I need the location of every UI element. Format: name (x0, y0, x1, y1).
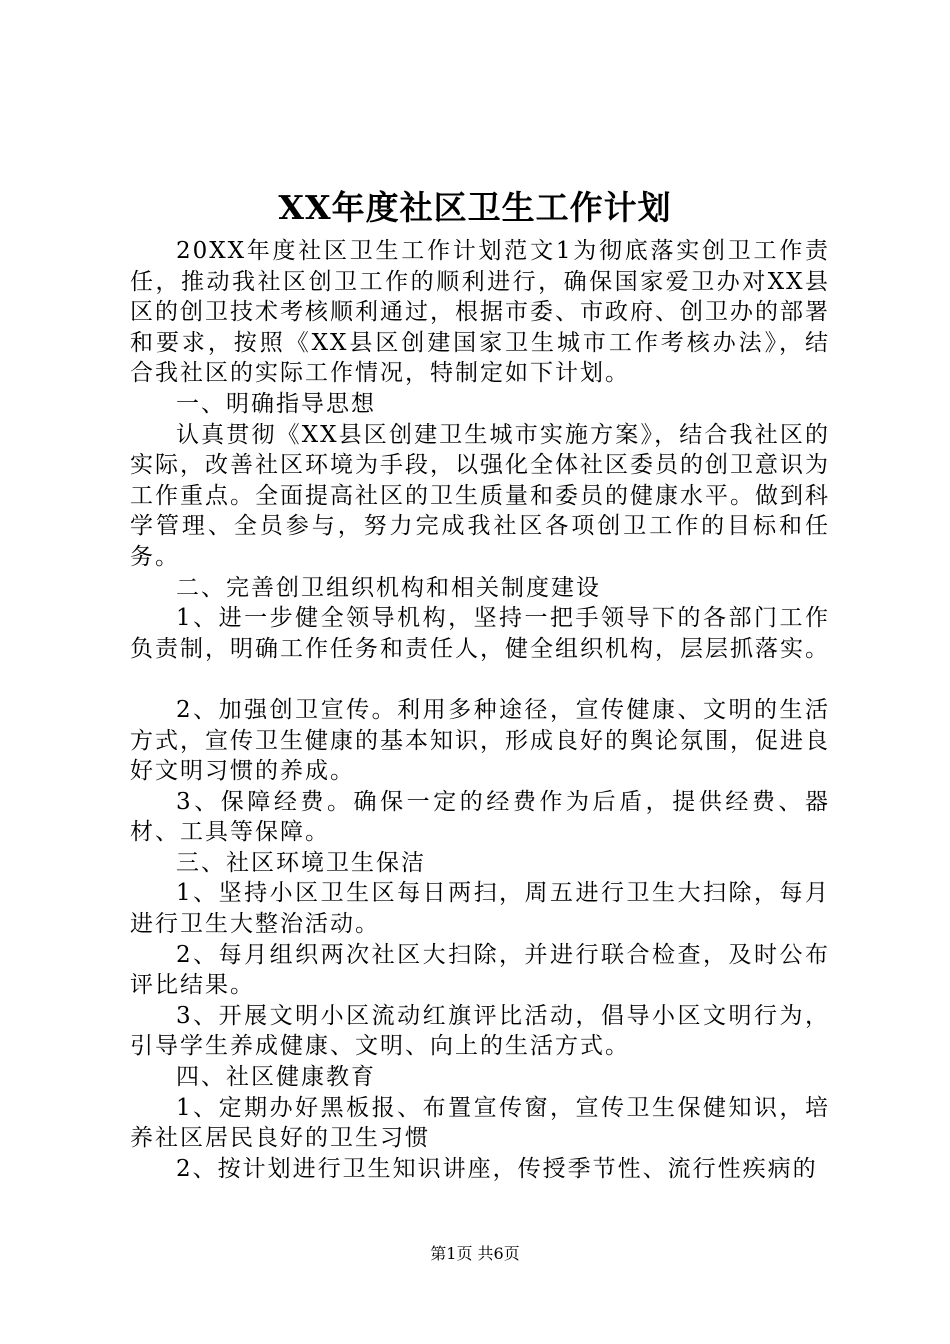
section-heading-3: 三、社区环境卫生保洁 (176, 849, 426, 876)
list-item: 1、定期办好黑板报、布置宣传窗，宣传卫生保健知识，培养社区居民良好的卫生习惯 (130, 1094, 830, 1152)
intro-paragraph: 20XX年度社区卫生工作计划范文1为彻底落实创卫工作责任，推动我社区创卫工作的顺利进行，确保国家爱卫办对XX县区的创卫技术考核顺利通过，根据市委、市政府、创卫办的部署和要求，按照《XX县区创建国家卫生城市工作考核办法》，结合我社区的实际工作情况，特制定如下计划。 (130, 238, 830, 387)
section-heading-2: 二、完善创卫组织机构和相关制度建设 (176, 574, 601, 601)
list-item: 2、按计划进行卫生知识讲座，传授季节性、流行性疾病的 (176, 1155, 818, 1182)
list-item: 2、加强创卫宣传。利用多种途径，宣传健康、文明的生活方式，宣传卫生健康的基本知识，形成良好的舆论氛围，促进良好文明习惯的养成。 (130, 696, 830, 785)
list-item: 3、保障经费。确保一定的经费作为后盾，提供经费、器材、工具等保障。 (130, 788, 830, 846)
section-heading-1: 一、明确指导思想 (176, 390, 376, 417)
document-title: XX年度社区卫生工作计划 (278, 188, 672, 227)
list-item: 2、每月组织两次社区大扫除，并进行联合检查，及时公布评比结果。 (130, 941, 830, 999)
page-footer: 第1页 共6页 (430, 1244, 520, 1263)
list-item: 1、坚持小区卫生区每日两扫，周五进行卫生大扫除，每月进行卫生大整治活动。 (130, 880, 830, 938)
list-item: 1、进一步健全领导机构，坚持一把手领导下的各部门工作负责制，明确工作任务和责任人，健全组织机构，层层抓落实。 (130, 605, 830, 662)
section-heading-4: 四、社区健康教育 (176, 1064, 376, 1091)
body-paragraph: 认真贯彻《XX县区创建卫生城市实施方案》，结合我社区的实际，改善社区环境为手段，以强化全体社区委员的创卫意识为工作重点。全面提高社区的卫生质量和委员的健康水平。做到科学管理、全员参与，努力完成我社区各项创卫工作的目标和任务。 (130, 421, 830, 570)
document-body (130, 236, 830, 1184)
list-item: 3、开展文明小区流动红旗评比活动，倡导小区文明行为，引导学生养成健康、文明、向上的生活方式。 (130, 1002, 830, 1060)
